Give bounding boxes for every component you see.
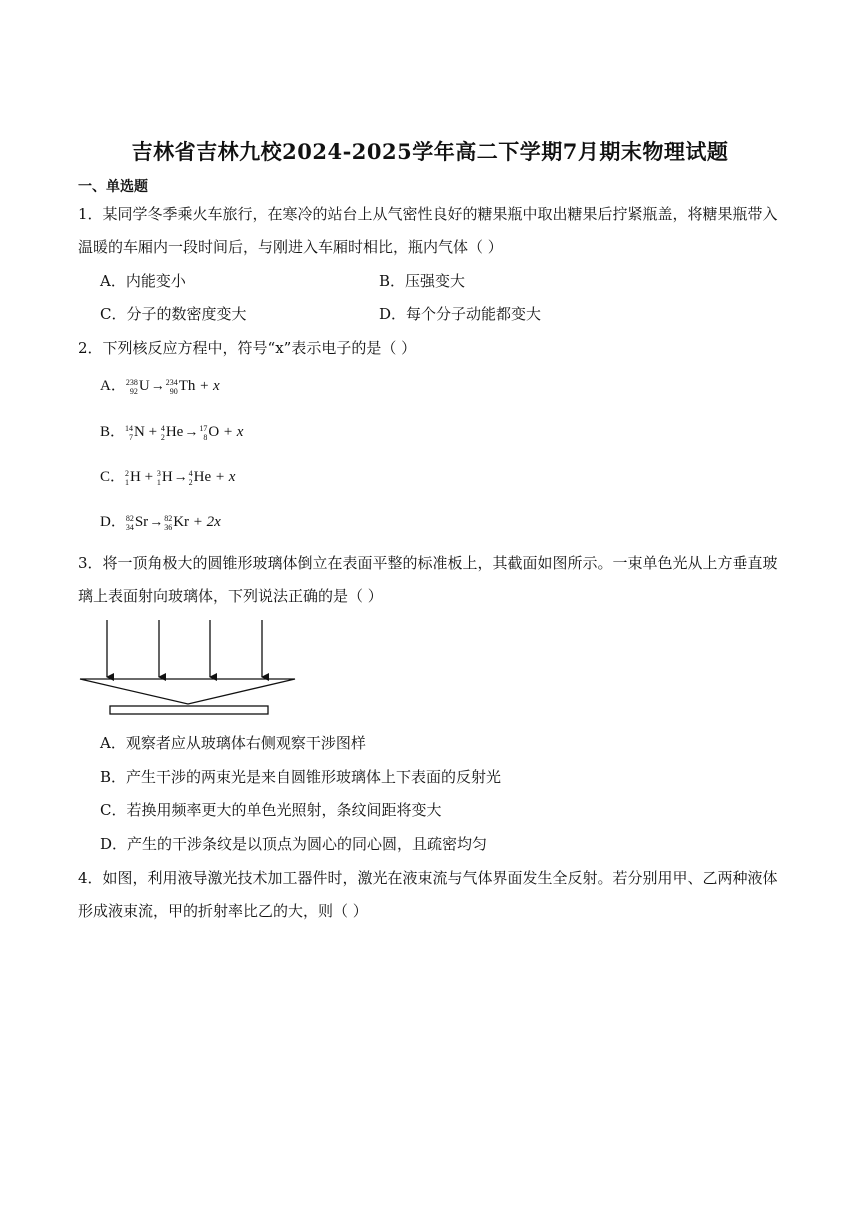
atomic-number: 2 bbox=[160, 432, 165, 442]
atomic-number: 36 bbox=[164, 522, 173, 532]
reaction-arrow: → bbox=[150, 379, 165, 394]
mass-number: 82 bbox=[164, 513, 173, 523]
q1-option-b: B．压强变大 bbox=[379, 272, 466, 290]
q1-option-a: A．内能变小 bbox=[100, 272, 186, 290]
q3-stem-line2: 璃上表面射向玻璃体，下列说法正确的是（ ） bbox=[78, 587, 383, 605]
mass-number: 4 bbox=[160, 423, 165, 433]
element-symbol: N bbox=[134, 424, 145, 440]
element-symbol: U bbox=[138, 378, 150, 394]
atomic-number: 2 bbox=[188, 477, 193, 487]
element-symbol: H bbox=[161, 469, 173, 485]
option-label: C． bbox=[100, 469, 126, 485]
atomic-number: 8 bbox=[203, 432, 208, 442]
element-symbol: O bbox=[208, 424, 220, 440]
atomic-number: 1 bbox=[125, 477, 130, 487]
q4-stem-line1: 4．如图，利用液导激光技术加工器件时，激光在液束流与气体界面发生全反射。若分别用甲、乙两种液体 bbox=[78, 869, 778, 887]
mass-number: 82 bbox=[125, 513, 134, 523]
reaction-arrow: → bbox=[173, 470, 188, 485]
reaction-arrow: → bbox=[149, 515, 164, 530]
q4-stem-line2: 形成液束流，甲的折射率比乙的大，则（ ） bbox=[78, 902, 368, 920]
mass-number: 4 bbox=[188, 468, 193, 478]
element-symbol: Th bbox=[178, 378, 196, 394]
option-label: A． bbox=[100, 378, 126, 394]
mass-number: 238 bbox=[125, 377, 138, 387]
element-symbol: H bbox=[130, 469, 141, 485]
atomic-number: 1 bbox=[156, 477, 161, 487]
mass-number: 2 bbox=[125, 468, 130, 478]
q2-option-b bbox=[100, 420, 243, 442]
plus-sign: + bbox=[140, 469, 157, 485]
atomic-number: 7 bbox=[129, 432, 134, 442]
q3-option-c: C．若换用频率更大的单色光照射，条纹间距将变大 bbox=[100, 801, 442, 819]
q1-stem-line1: 1．某同学冬季乘火车旅行，在寒冷的站台上从气密性良好的糖果瓶中取出糖果后拧紧瓶盖，将糖果瓶带入 bbox=[78, 205, 778, 223]
inverted-cone-glass bbox=[80, 679, 295, 704]
product-term: + x bbox=[211, 469, 236, 485]
plus-sign: + bbox=[144, 424, 161, 440]
q3-option-a: A．观察者应从玻璃体右侧观察干涉图样 bbox=[100, 734, 366, 752]
element-symbol: Sr bbox=[134, 514, 149, 530]
mass-number: 17 bbox=[199, 423, 208, 433]
q2-option-d bbox=[100, 510, 221, 532]
product-term: + x bbox=[195, 378, 220, 394]
q3-stem-line1: 3．将一顶角极大的圆锥形玻璃体倒立在表面平整的标准板上，其截面如图所示。一束单色光从上方垂直玻 bbox=[78, 554, 778, 572]
atomic-number: 92 bbox=[129, 386, 138, 396]
section-heading: 一、单选题 bbox=[78, 179, 148, 195]
element-symbol: He bbox=[193, 469, 212, 485]
option-label: D． bbox=[100, 514, 126, 530]
q1-option-c: C．分子的数密度变大 bbox=[100, 305, 247, 323]
standard-plate bbox=[110, 706, 268, 714]
mass-number: 234 bbox=[165, 377, 178, 387]
element-symbol: He bbox=[165, 424, 184, 440]
product-term: + 2x bbox=[189, 514, 221, 530]
atomic-number: 90 bbox=[169, 386, 178, 396]
q3-option-b: B．产生干涉的两束光是来自圆锥形玻璃体上下表面的反射光 bbox=[100, 768, 502, 786]
mass-number: 14 bbox=[125, 423, 134, 433]
option-label: B． bbox=[100, 424, 126, 440]
q2-stem: 2．下列核反应方程中，符号“x”表示电子的是（ ） bbox=[78, 339, 417, 357]
q1-stem-line2: 温暖的车厢内一段时间后，与刚进入车厢时相比，瓶内气体（ ） bbox=[78, 238, 503, 256]
q3-option-d: D．产生的干涉条纹是以顶点为圆心的同心圆，且疏密均匀 bbox=[100, 835, 488, 853]
atomic-number: 34 bbox=[125, 522, 134, 532]
q2-option-c bbox=[100, 465, 235, 487]
cone-glass-figure bbox=[78, 616, 300, 718]
product-term: + x bbox=[219, 424, 244, 440]
q2-option-a bbox=[100, 374, 220, 396]
q1-option-d: D．每个分子动能都变大 bbox=[379, 305, 542, 323]
mass-number: 3 bbox=[156, 468, 161, 478]
reaction-arrow: → bbox=[184, 425, 199, 440]
page-title: 吉林省吉林九校2024-2025学年高二下学期7月期末物理试题 bbox=[131, 139, 729, 164]
element-symbol: Kr bbox=[173, 514, 190, 530]
